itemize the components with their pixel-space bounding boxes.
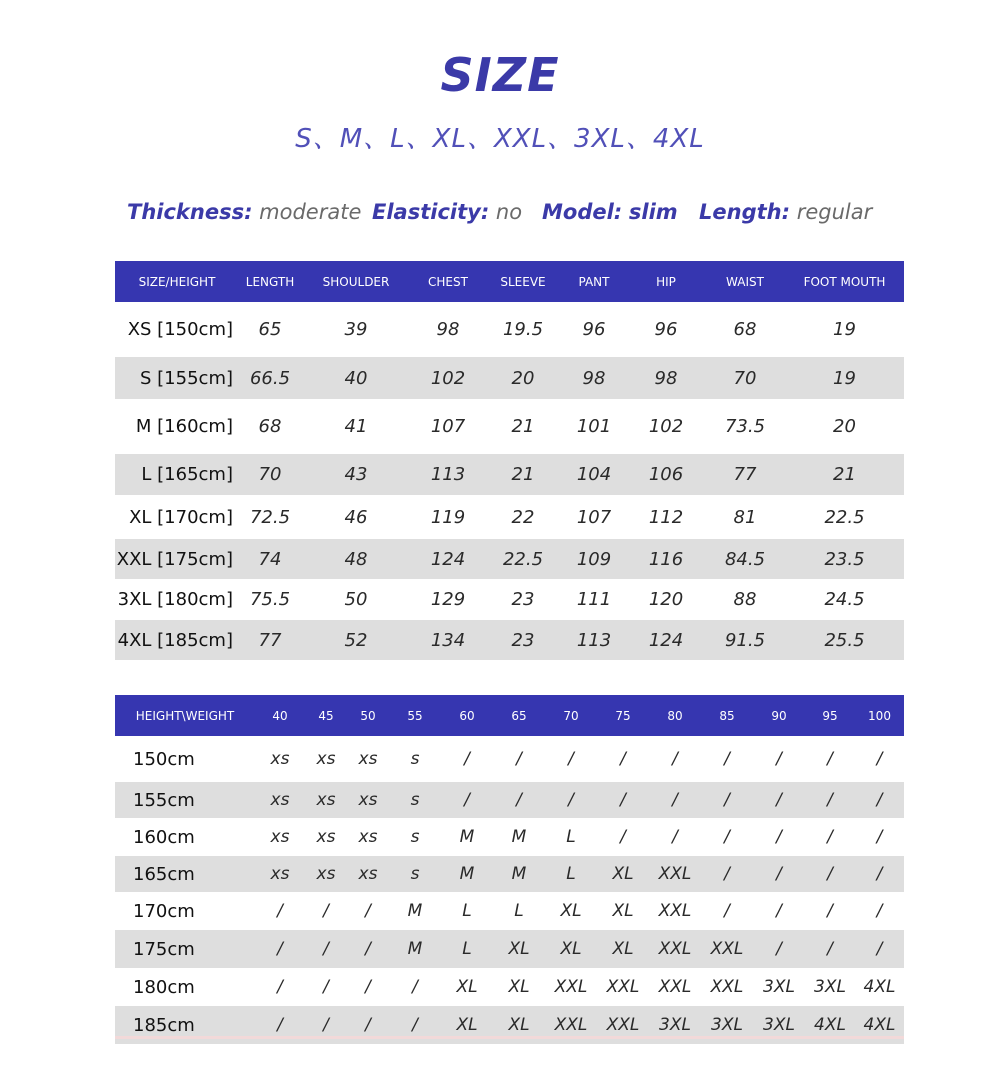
table-cell: /	[597, 782, 649, 818]
table-row	[115, 399, 904, 454]
table-row	[115, 930, 904, 968]
table-cell: 50	[344, 589, 368, 610]
column-header: CHEST	[411, 261, 485, 302]
table-cell: 70	[239, 454, 301, 495]
table-cell: /	[724, 749, 730, 769]
table-cell: 96	[654, 319, 678, 340]
property-model	[542, 200, 678, 224]
table-cell: 107	[576, 506, 612, 528]
size-list: S、M、L、XL、XXL、3XL、4XL	[295, 124, 705, 154]
table-cell: /	[347, 930, 389, 968]
table-cell: xs	[255, 782, 305, 818]
table-cell: 40	[301, 357, 411, 399]
table-row	[115, 454, 904, 495]
table-row	[115, 495, 904, 539]
row-label: 160cm	[133, 826, 195, 848]
table-cell: /	[649, 782, 701, 818]
property-value: regular	[796, 200, 873, 224]
table-cell: 3XL	[814, 977, 846, 997]
table-cell: xs	[347, 782, 389, 818]
table-cell: 3XL	[763, 977, 795, 997]
row-label: XXL [175cm]	[115, 539, 239, 579]
table-cell: /	[876, 749, 883, 769]
table-cell: M	[441, 856, 493, 892]
row-label: 165cm	[115, 856, 255, 892]
table-cell: L	[514, 901, 524, 921]
table-cell: /	[305, 930, 347, 968]
table-cell: XXL	[554, 977, 588, 997]
table-row	[115, 302, 904, 357]
table-cell: 102	[648, 416, 684, 437]
table-cell: 88	[733, 589, 757, 610]
table-cell: 25.5	[785, 620, 904, 660]
table-cell: 75.5	[249, 589, 291, 610]
table-cell: XXL	[649, 856, 701, 892]
table-cell: L	[441, 930, 493, 968]
table-row	[115, 539, 904, 579]
table-cell: L	[566, 827, 576, 847]
table-row	[115, 357, 904, 399]
table-row	[115, 968, 904, 1006]
row-label: XL [170cm]	[129, 506, 233, 528]
column-header: 85	[701, 695, 753, 736]
table-cell: /	[365, 977, 371, 997]
table-cell: XL	[560, 901, 582, 921]
table-row	[115, 782, 904, 818]
table-cell: M	[493, 856, 545, 892]
table-cell: 19.5	[502, 319, 544, 340]
weight-table-header	[115, 695, 904, 736]
property-value: no	[495, 200, 523, 224]
property-key: Model:	[542, 200, 623, 224]
table-cell: /	[776, 827, 782, 847]
table-row	[115, 856, 904, 892]
table-cell: 23	[485, 620, 561, 660]
table-cell: xs	[316, 827, 336, 847]
table-cell: 124	[627, 620, 705, 660]
table-cell: XXL	[658, 977, 692, 997]
table-cell: 43	[301, 454, 411, 495]
property-value: slim	[628, 200, 678, 224]
table-cell: 124	[411, 539, 485, 579]
table-cell: XL	[545, 930, 597, 968]
table-cell: /	[776, 749, 782, 769]
table-cell: 23.5	[785, 539, 904, 579]
table-cell: /	[620, 827, 626, 847]
table-cell: 3XL	[753, 1006, 805, 1044]
table-cell: s	[410, 827, 420, 847]
table-cell: 19	[833, 319, 856, 340]
table-cell: M	[407, 901, 423, 921]
table-row	[115, 892, 904, 930]
table-cell: /	[277, 901, 283, 921]
table-cell: XL	[493, 930, 545, 968]
table-cell: 21	[485, 454, 561, 495]
table-cell: xs	[305, 782, 347, 818]
table-cell: XXL	[649, 930, 701, 968]
column-header: 95	[805, 695, 855, 736]
table-row	[115, 818, 904, 856]
table-cell: XL	[597, 856, 649, 892]
table-cell: 19	[785, 357, 904, 399]
table-cell: /	[776, 901, 782, 921]
table-cell: 21	[511, 416, 535, 437]
table-cell: 111	[576, 589, 612, 610]
column-header: 40	[255, 695, 305, 736]
table-cell: /	[805, 856, 855, 892]
table-cell: xs	[255, 856, 305, 892]
table-cell: 3XL	[649, 1006, 701, 1044]
table-cell: 4XL	[863, 977, 896, 997]
product-properties	[0, 200, 1000, 232]
table-cell: /	[827, 749, 833, 769]
table-cell: /	[277, 977, 283, 997]
property-value: moderate	[259, 200, 362, 224]
table-cell: XL	[597, 930, 649, 968]
column-header: 70	[545, 695, 597, 736]
column-header: WAIST	[705, 261, 785, 302]
table-cell: /	[347, 1006, 389, 1044]
table-cell: 68	[733, 319, 757, 340]
column-header: 90	[753, 695, 805, 736]
table-cell: 77	[705, 454, 785, 495]
column-header: 65	[493, 695, 545, 736]
table-cell: /	[753, 930, 805, 968]
property-length	[699, 200, 872, 224]
table-cell: XL	[456, 977, 478, 997]
table-row	[115, 620, 904, 660]
table-cell: /	[827, 901, 833, 921]
table-cell: 112	[648, 506, 684, 528]
table-cell: /	[568, 749, 574, 769]
table-cell: 3XL	[701, 1006, 753, 1044]
row-label: 3XL [180cm]	[117, 589, 233, 610]
table-cell: xs	[305, 856, 347, 892]
table-cell: 65	[258, 319, 282, 340]
table-cell: 134	[411, 620, 485, 660]
column-header: 45	[305, 695, 347, 736]
row-label: 185cm	[115, 1006, 255, 1044]
table-cell: /	[516, 749, 522, 769]
table-cell: XXL	[701, 930, 753, 968]
column-header: SHOULDER	[301, 261, 411, 302]
row-label: L [165cm]	[115, 454, 239, 495]
table-cell: 98	[436, 319, 460, 340]
table-cell: 91.5	[705, 620, 785, 660]
bottom-divider	[115, 1036, 904, 1039]
table-cell: 73.5	[724, 416, 766, 437]
row-label: M [160cm]	[135, 416, 233, 437]
table-cell: /	[545, 782, 597, 818]
table-cell: /	[827, 827, 833, 847]
table-row	[115, 736, 904, 782]
table-cell: /	[805, 930, 855, 968]
table-cell: 81	[733, 506, 757, 528]
table-cell: 21	[785, 454, 904, 495]
table-cell: xs	[316, 749, 336, 769]
table-cell: /	[805, 782, 855, 818]
table-cell: s	[410, 749, 420, 769]
table-cell: M	[389, 930, 441, 968]
column-header: 50	[347, 695, 389, 736]
table-cell: 22	[511, 506, 535, 528]
table-cell: 107	[430, 416, 466, 437]
table-cell: 70	[705, 357, 785, 399]
table-cell: M	[459, 827, 475, 847]
table-cell: 113	[411, 454, 485, 495]
table-cell: XXL	[545, 1006, 597, 1044]
table-cell: 48	[301, 539, 411, 579]
table-cell: 74	[239, 539, 301, 579]
table-cell: /	[412, 977, 418, 997]
column-header: PANT	[561, 261, 627, 302]
table-cell: 102	[411, 357, 485, 399]
table-cell: /	[701, 782, 753, 818]
table-cell: /	[323, 901, 329, 921]
table-cell: 109	[561, 539, 627, 579]
table-cell: 39	[344, 319, 368, 340]
table-cell: /	[753, 782, 805, 818]
property-key: Length:	[699, 200, 790, 224]
table-cell: 22.5	[485, 539, 561, 579]
table-row	[115, 579, 904, 620]
table-cell: 113	[561, 620, 627, 660]
table-cell: /	[441, 782, 493, 818]
table-cell: /	[620, 749, 626, 769]
table-cell: XL	[441, 1006, 493, 1044]
table-cell: /	[724, 901, 730, 921]
column-header: LENGTH	[239, 261, 301, 302]
table-cell: 116	[627, 539, 705, 579]
table-cell: xs	[358, 827, 378, 847]
row-label: 180cm	[133, 976, 195, 998]
table-cell: 72.5	[249, 506, 291, 528]
table-cell: 4XL	[855, 1006, 904, 1044]
table-cell: L	[462, 901, 472, 921]
table-cell: 22.5	[824, 506, 865, 528]
table-cell: 77	[239, 620, 301, 660]
table-cell: /	[464, 749, 470, 769]
table-cell: XL	[612, 901, 634, 921]
table-cell: /	[855, 930, 904, 968]
table-cell: /	[876, 827, 883, 847]
table-cell: XXL	[658, 901, 692, 921]
table-cell: 98	[627, 357, 705, 399]
table-cell: XXL	[597, 1006, 649, 1044]
table-cell: /	[493, 782, 545, 818]
table-cell: M	[511, 827, 527, 847]
table-cell: xs	[347, 856, 389, 892]
table-cell: /	[876, 901, 883, 921]
table-cell: XXL	[710, 977, 744, 997]
table-cell: s	[389, 782, 441, 818]
table-cell: /	[305, 1006, 347, 1044]
property-thickness	[127, 200, 361, 224]
table-cell: 119	[430, 506, 466, 528]
table-cell: 46	[344, 506, 368, 528]
property-key: Elasticity:	[372, 200, 490, 224]
table-cell: /	[855, 856, 904, 892]
table-cell: xs	[270, 749, 290, 769]
table-cell: /	[672, 827, 678, 847]
row-label: 150cm	[133, 748, 195, 770]
size-chart-table	[115, 261, 904, 660]
table-cell: 66.5	[239, 357, 301, 399]
table-cell: 106	[627, 454, 705, 495]
table-cell: 101	[576, 416, 612, 437]
table-cell: XXL	[606, 977, 640, 997]
table-cell: /	[672, 749, 678, 769]
table-cell: 84.5	[705, 539, 785, 579]
row-label: 170cm	[133, 900, 195, 922]
table-cell: L	[545, 856, 597, 892]
table-cell: XL	[493, 1006, 545, 1044]
table-cell: /	[724, 827, 730, 847]
column-header: 60	[441, 695, 493, 736]
property-elasticity	[372, 200, 522, 224]
table-cell: 129	[430, 589, 466, 610]
table-cell: 96	[582, 319, 606, 340]
table-cell: 20	[485, 357, 561, 399]
table-cell: 41	[344, 416, 368, 437]
property-key: Thickness:	[127, 200, 253, 224]
row-label: 4XL [185cm]	[115, 620, 239, 660]
table-cell: /	[255, 930, 305, 968]
table-cell: 24.5	[824, 589, 865, 610]
column-header: SIZE/HEIGHT	[115, 261, 239, 302]
table-cell: 23	[511, 589, 535, 610]
row-label: 175cm	[115, 930, 255, 968]
column-header: 55	[389, 695, 441, 736]
table-cell: 104	[561, 454, 627, 495]
row-label: 155cm	[115, 782, 255, 818]
table-cell: 120	[648, 589, 684, 610]
column-header: HIP	[627, 261, 705, 302]
column-header: 100	[855, 695, 904, 736]
size-table-header	[115, 261, 904, 302]
table-cell: 98	[561, 357, 627, 399]
table-cell: xs	[358, 749, 378, 769]
column-header: SLEEVE	[485, 261, 561, 302]
column-header: 75	[597, 695, 649, 736]
table-cell: /	[701, 856, 753, 892]
column-header: HEIGHT\WEIGHT	[115, 695, 255, 736]
table-cell: /	[365, 901, 371, 921]
row-label: S [155cm]	[115, 357, 239, 399]
table-cell: xs	[270, 827, 290, 847]
table-cell: /	[855, 782, 904, 818]
row-label: XS [150cm]	[127, 319, 233, 340]
table-cell: 52	[301, 620, 411, 660]
table-cell: 68	[258, 416, 282, 437]
table-cell: 4XL	[805, 1006, 855, 1044]
table-cell: /	[323, 977, 329, 997]
table-cell: s	[389, 856, 441, 892]
column-header: 80	[649, 695, 701, 736]
table-cell: XL	[508, 977, 530, 997]
table-cell: /	[255, 1006, 305, 1044]
table-cell: /	[389, 1006, 441, 1044]
page-title: SIZE	[440, 48, 560, 102]
table-cell: 20	[833, 416, 856, 437]
height-weight-table	[115, 695, 904, 1044]
table-cell: /	[753, 856, 805, 892]
column-header: FOOT MOUTH	[785, 261, 904, 302]
